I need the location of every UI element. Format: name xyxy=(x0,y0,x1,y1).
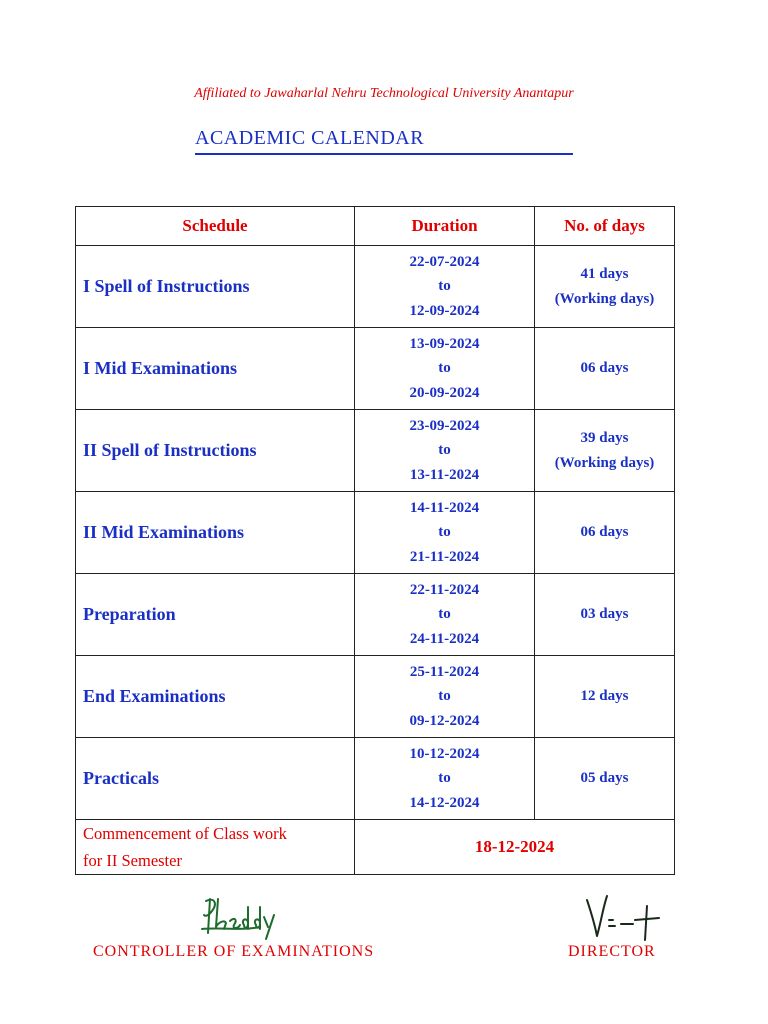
days-note: (Working days) xyxy=(554,290,655,307)
table-row xyxy=(76,492,675,574)
days-cell xyxy=(535,246,675,328)
commencement-label xyxy=(76,820,355,875)
duration-cell xyxy=(355,328,535,410)
page-title: ACADEMIC CALENDAR xyxy=(195,127,573,155)
duration-to: 12-09-2024 xyxy=(409,302,480,319)
duration-to-word: to xyxy=(438,442,451,459)
controller-of-examinations-label: CONTROLLER OF EXAMINATIONS xyxy=(93,943,375,960)
duration-to-word: to xyxy=(438,688,451,705)
duration-to-word: to xyxy=(438,360,451,377)
duration-from: 13-09-2024 xyxy=(409,335,480,352)
table-row xyxy=(76,656,675,738)
schedule-cell: I Spell of Instructions xyxy=(76,246,355,328)
header-no-of-days: No. of days xyxy=(535,207,675,246)
duration-cell xyxy=(355,738,535,820)
days-cell xyxy=(535,492,675,574)
table-row xyxy=(76,328,675,410)
duration-from: 14-11-2024 xyxy=(409,499,480,516)
commencement-label-line1: Commencement of Class work xyxy=(83,824,287,843)
duration-cell xyxy=(355,574,535,656)
schedule-cell: End Examinations xyxy=(76,656,355,738)
duration-to: 21-11-2024 xyxy=(409,548,480,565)
schedule-cell: II Spell of Instructions xyxy=(76,410,355,492)
schedule-cell: II Mid Examinations xyxy=(76,492,355,574)
director-signature xyxy=(585,892,663,944)
duration-to: 13-11-2024 xyxy=(409,466,480,483)
duration-from: 10-12-2024 xyxy=(409,745,480,762)
duration-to-word: to xyxy=(438,278,451,295)
days-count: 05 days xyxy=(580,770,629,787)
duration-cell xyxy=(355,492,535,574)
duration-cell xyxy=(355,656,535,738)
duration-to-word: to xyxy=(438,524,451,541)
duration-to-word: to xyxy=(438,606,451,623)
duration-to-word: to xyxy=(438,770,451,787)
days-cell xyxy=(535,410,675,492)
table-row xyxy=(76,246,675,328)
director-label: DIRECTOR xyxy=(568,943,656,960)
days-count: 39 days xyxy=(580,430,629,446)
days-note: (Working days) xyxy=(554,454,655,471)
days-count: 06 days xyxy=(580,524,629,541)
days-cell xyxy=(535,328,675,410)
days-cell xyxy=(535,574,675,656)
duration-from: 22-11-2024 xyxy=(409,581,480,598)
days-count: 12 days xyxy=(580,688,629,705)
affiliation-line: Affiliated to Jawaharlal Nehru Technological University Anantapur xyxy=(194,86,574,101)
header-duration: Duration xyxy=(355,207,535,246)
duration-to: 20-09-2024 xyxy=(409,384,480,401)
academic-calendar-table xyxy=(75,206,675,875)
duration-to: 24-11-2024 xyxy=(409,630,480,647)
duration-from: 25-11-2024 xyxy=(409,663,480,680)
schedule-cell: Practicals xyxy=(76,738,355,820)
duration-from: 22-07-2024 xyxy=(409,253,480,270)
commencement-date: 18-12-2024 xyxy=(355,820,675,875)
commencement-row xyxy=(76,820,675,875)
table-row xyxy=(76,738,675,820)
duration-to: 09-12-2024 xyxy=(409,712,480,729)
schedule-cell: Preparation xyxy=(76,574,355,656)
days-count: 03 days xyxy=(580,606,629,623)
commencement-label-line2: for II Semester xyxy=(83,851,182,870)
duration-to: 14-12-2024 xyxy=(409,794,480,811)
days-cell xyxy=(535,738,675,820)
duration-cell xyxy=(355,246,535,328)
days-cell xyxy=(535,656,675,738)
table-header-row xyxy=(76,207,675,246)
duration-from: 23-09-2024 xyxy=(409,417,480,434)
table-row xyxy=(76,410,675,492)
days-count: 41 days xyxy=(580,266,629,282)
duration-cell xyxy=(355,410,535,492)
controller-signature xyxy=(200,893,285,941)
schedule-cell: I Mid Examinations xyxy=(76,328,355,410)
days-count: 06 days xyxy=(580,360,629,377)
table-row xyxy=(76,574,675,656)
header-schedule: Schedule xyxy=(76,207,355,246)
